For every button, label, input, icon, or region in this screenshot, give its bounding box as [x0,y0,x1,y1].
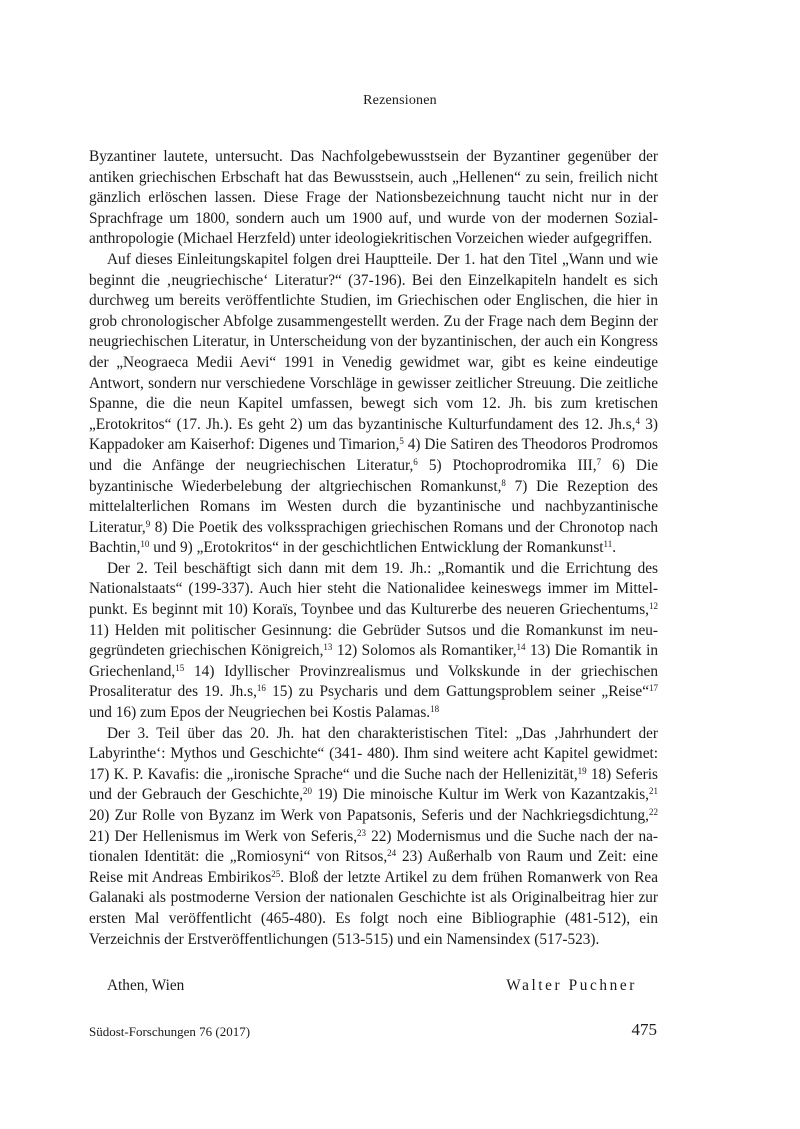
footnote-marker: 10 [140,539,150,550]
signature-place: Athen, Wien [107,977,185,994]
footnote-marker: 16 [256,683,266,694]
footnote-marker: 15 [175,662,185,673]
body-paragraph [89,559,658,724]
footnote-marker: 7 [596,456,602,467]
text-run: 13) Die Romantik in Griechenland, [89,642,658,680]
footnote-marker: 24 [387,848,397,859]
footnote-marker: 20 [303,786,313,797]
text-run: 12) Solomos als Romantiker, [332,642,517,660]
text-run: 15) zu Psycharis und dem Gattungsproblem seiner „Reise“ [265,683,649,701]
running-header: Rezensionen [363,93,437,108]
text-run: 18) Seferis und der Gebrauch der Geschichte, [89,765,658,804]
footnote-marker: 14 [516,642,526,653]
review-body [89,147,658,950]
footnote-marker: 25 [271,868,281,879]
text-run: Byzantiner lautete, untersucht. Das Nachfolgebewusstsein der Byzantiner gegenüber der antiken griechischen Erbschaft hat das Bewusstsein, auch „Hellenen“ zu sein, freilich nicht gänzlich erlöschen lassen. Diese Frage der Nationsbezeichnung taucht nicht nur in der Sprachfrage um 1800, sondern auch um 1900 auf, und wurde von der modernen Sozialanthropologie (Michael Herzfeld) unter ideologiekritischen Vorzeichen wieder aufgegriffen. [89,148,658,248]
text-run: 11) Helden mit politischer Gesinnung: die Gebrüder Sutsos und die Romankunst im neugegründeten griechischen Königreich, [89,621,658,660]
text-run: 3) Kappadoker am Kaiserhof: Digenes und Timarion, [89,415,658,454]
body-paragraph [89,724,658,951]
text-run: 19) Die minoische Kultur im Werk von Kazantzakis, [312,786,650,804]
footnote-marker: 8 [501,477,506,488]
text-run: und 9) „Erotokritos“ in der geschichtlichen Entwicklung der Romankunst [149,539,604,557]
text-run: 8) Die Poetik des volkssprachigen griechischen Romans und der Chronotop nach Bachtin, [89,518,658,557]
text-run: 21) Der Hellenismus im Werk von Seferis, [89,827,358,845]
footnote-marker: 9 [145,518,151,529]
signature-author: Walter Puchner [506,977,637,994]
text-run: 7) Die Rezeption des mittelalterlichen Romans im Westen durch die byzantinische und nachbyzantinische Literatur, [89,477,658,536]
text-run: . [612,539,617,557]
footnote-marker: 21 [649,786,659,797]
page-number: 475 [631,1020,657,1039]
text-run: 22) Modernismus und die Suche nach der nationalen Identität: die „Romiosyni“ von Ritsos, [89,827,659,866]
text-run: Der 2. Teil beschäftigt sich dann mit dem 19. Jh.: „Romantik und die Errichtung des Nationalstaats“ (199-337). Auch hier steht die Nationalidee keineswegs immer im Mittelpunkt. Es beginnt mit 10) Koraïs, Toynbee und das Kulturerbe des neueren Griechentums, [89,559,658,619]
footnote-marker: 4 [635,415,640,426]
footnote-marker: 11 [603,539,613,550]
footnote-marker: 17 [648,683,658,694]
journal-citation: Südost-Forschungen 76 (2017) [89,1024,251,1039]
footnote-marker: 13 [323,642,333,653]
footnote-marker: 6 [413,456,418,467]
footnote-marker: 5 [399,436,404,447]
footnote-marker: 12 [649,601,658,612]
text-run: 5) Ptochoprodromika III, [417,456,597,474]
text-run: Auf dieses Einleitungskapitel folgen drei Hauptteile. Der 1. hat den Titel „Wann und wie beginnt die ‚neugriechische‘ Literatur?“ (37-196). Bei den Einzelkapiteln handelt es sich durchweg um bereits veröffentlichte Studien, im Griechischen oder Englischen, die hier in grob chronologischer Abfolge zusammengestellt werden. Zu der Frage nach dem Beginn der neugriechischen Literatur, in Unterscheidung von der byzantinischen, der auch ein Kongress der „Neograeca Medii Aevi“ 1991 in Venedig gewidmet war, gibt es keine eindeutige Antwort, sondern nur verschiedene Vorschläge in gewisser zeitlicher Streuung. Die zeitliche Spanne, die die neun Kapitel umfassen, bewegt sich vom 12. Jh. bis zum kretischen „Erotokritos“ (17. Jh.). Es geht 2) um das byzantinische Kulturfundament des 12. Jh.s, [89,250,658,433]
text-run: 20) Zur Rolle von Byzanz im Werk von Papatsonis, Seferis und der Nachkriegsdichtung, [89,807,649,824]
text-run: 14) Idyllischer Provinzrealismus und Volkskunde in der griechischen Prosaliteratur des 19. Jh.s, [89,662,658,701]
text-run: und 16) zum Epos der Neugriechen bei Kostis Palamas. [89,704,431,722]
text-run: 4) Die Satiren des Theodoros Prodromos und die Anfänge der neugriechischen Literatur, [89,436,658,474]
footnote-marker: 22 [649,807,658,817]
footnote-marker: 23 [357,827,367,838]
body-paragraph [89,250,658,559]
body-paragraph [89,147,658,250]
text-run: 6) Die byzantinische Wiederbelebung der altgriechischen Romankunst, [89,456,659,495]
text-run: . Bloß der letzte Artikel zu dem frühen Romanwerk von Rea Galanaki als postmoderne Version der nationalen Geschichte ist als Originalbeitrag hier zur ersten Mal veröffentlicht (465-480). Es folgt noch eine Bibliographie (481-512), ein Verzeichnis der Erstveröffentlichungen (513-515) und ein Namensindex (517-523). [89,868,658,948]
footnote-marker: 19 [577,765,587,776]
text-run: Der 3. Teil über das 20. Jh. hat den charakteristischen Titel: „Das ‚Jahrhundert der Labyrinthe‘: Mythos und Geschichte“ (341- 480). Ihm sind weitere acht Kapitel gewidmet: 17) K. P. Kavafis: die „ironische Sprache“ und die Suche nach der Hellenizität, [89,724,658,783]
footnote-marker: 18 [430,704,440,715]
text-run: 23) Außerhalb von Raum und Zeit: eine Reise mit Andreas Embirikos [89,848,658,886]
